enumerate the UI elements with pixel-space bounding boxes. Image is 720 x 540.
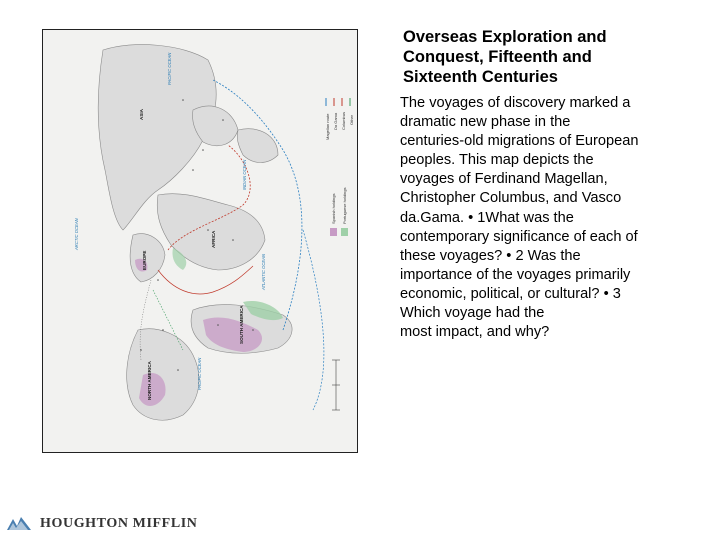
map-label-atlantic-ocean: ATLANTIC OCEAN [261, 254, 266, 290]
title-line-3: Sixteenth Centuries [403, 68, 558, 86]
map-label-europe: EUROPE [142, 250, 147, 270]
legend-swatch-spanish [330, 228, 337, 236]
map-label-arctic-ocean: ARCTIC OCEAN [74, 218, 79, 250]
title-line-2: Conquest, Fifteenth and [403, 48, 592, 66]
body-line: these voyages? • 2 Was the [400, 247, 581, 264]
scale-bar [332, 360, 340, 410]
publisher-logo [6, 514, 198, 534]
map-label-asia: ASIA [139, 109, 144, 120]
title-line-1: Overseas Exploration and [403, 28, 607, 46]
legend-swatch-portuguese [341, 228, 348, 236]
body-line: economic, political, or cultural? • 3 [400, 285, 621, 302]
body-line: most impact, and why? [400, 324, 550, 341]
map-label-africa: AFRICA [211, 230, 216, 248]
magellan-route-2 [303, 230, 324, 410]
body-line: The voyages of discovery marked a [400, 95, 631, 111]
body-line: peoples. This map depicts the [400, 152, 594, 169]
columbus-route [158, 266, 253, 294]
legend-label-dagama: Da Gama [333, 112, 338, 130]
map-label-north-america: NORTH AMERICA [147, 361, 152, 400]
legend-label-portuguese: Portuguese holdings [342, 187, 347, 224]
body-line: importance of the voyages primarily [400, 266, 631, 283]
slide-title [403, 27, 703, 87]
body-line: contemporary significance of each of [400, 228, 638, 245]
legend-label-other: Other [349, 114, 354, 125]
north-america-landmass [127, 329, 199, 420]
slide-body-text [400, 94, 700, 342]
body-line: Which voyage had the [400, 305, 545, 322]
body-line: voyages of Ferdinand Magellan, [400, 171, 608, 188]
map-label-pacific-ocean-bottom: PACIFIC OCEAN [197, 357, 202, 390]
map-label-pacific-ocean-top: PACIFIC OCEAN [167, 52, 172, 85]
europe-landmass [130, 234, 165, 282]
legend-label-columbus: Columbus [341, 111, 346, 130]
map-graphic [43, 30, 358, 453]
map-label-south-america: SOUTH AMERICA [239, 305, 244, 344]
body-line: centuries-old migrations of European [400, 133, 639, 150]
legend-label-spanish: Spanish holdings [331, 193, 336, 224]
exploration-map [42, 29, 358, 453]
map-legend [325, 98, 354, 236]
map-label-indian-ocean: INDIAN OCEAN [242, 159, 247, 190]
body-line: dramatic new phase in the [400, 114, 571, 131]
logo-text: HOUGHTON MIFFLIN [40, 516, 198, 531]
body-line: Christopher Columbus, and Vasco [400, 190, 622, 207]
mifflin-logo-icon [6, 514, 32, 534]
body-line: da.Gama. • 1What was the [400, 209, 574, 226]
legend-label-magellan: Magellan route [325, 113, 330, 140]
